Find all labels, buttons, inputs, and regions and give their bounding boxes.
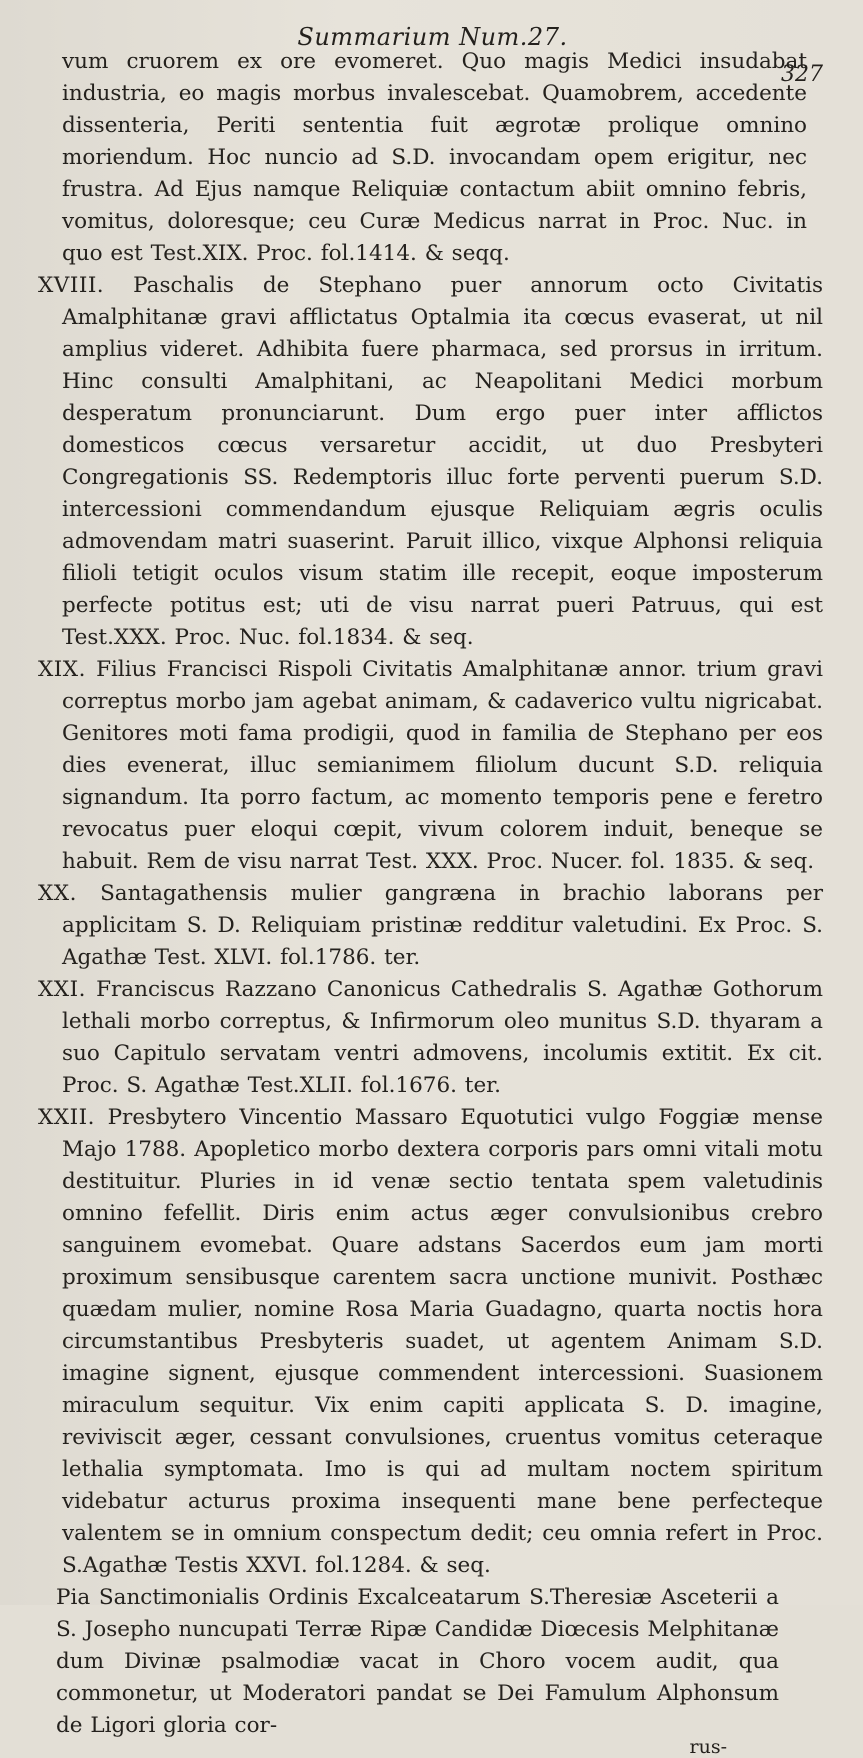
paragraph-continuation: vum cruorem ex ore evomeret. Quo magis Medici insudabat industria, eo magis morbus invalescebat. Quamobrem, accedente dissenteria, Periti sententia fuit ægrotæ prolique omnino moriendum. Hoc nuncio ad S.D. invocandam opem erigitur, nec frustra. Ad Ejus namque Reliquiæ contactum abiit omnino febris, vomitus, doloresque; ceu Curæ Medicus narrat in Proc. Nuc. in quo est Test.XIX. Proc. fol.1414. & seqq. <box>62 49 807 266</box>
entry-xxi <box>38 974 827 1102</box>
entry-text: Paschalis de Stephano puer annorum octo Civitatis Amalphitanæ gravi afflictatus Optalmia ita cœcus evaserat, ut nil amplius videret. Adhibita fuere pharmaca, sed prorsus in irritum. Hinc consulti Amalphitani, ac Neapolitani Medici morbum desperatum pronunciarunt. Dum ergo puer inter afflictos domesticos cœcus versaretur accidit, ut duo Presbyteri Congregationis SS. Redemptoris illuc forte perventi puerum S.D. intercessioni commendandum ejusque Reliquiam ægris oculis admovendam matri suaserint. Paruit illico, vixque Alphonsi reliquia filioli tetigit oculos visum statim ille recepit, eoque imposterum perfecte potitus est; uti de visu narrat pueri Patruus, qui est Test.XXX. Proc. Nuc. fol.1834. & seq. <box>62 273 824 650</box>
page-body <box>38 46 827 1758</box>
entry-xxii <box>38 1102 827 1582</box>
entry-text: Presbytero Vincentio Massaro Equotutici vulgo Foggiæ mense Majo 1788. Apopletico morbo dextera corporis pars omni vitali motu destituitur. Pluries in id venæ sectio tentata spem valetudinis omnino fefellit. Diris enim actus æger convulsionibus crebro sanguinem evomebat. Quare adstans Sacerdos eum jam morti proximum sensibusque carentem sacra unctione munivit. Posthæc quædam mulier, nomine Rosa Maria Guadagno, quarta noctis hora circumstantibus Presbyteris suadet, ut agentem Animam S.D. imagine signent, ejusque commendent intercessioni. Suasionem miraculum sequitur. Vix enim capiti applicata S. D. imagine, reviviscit æger, cessant convulsiones, cruentus vomitus ceteraque lethalia symptomata. Imo is qui ad multam noctem spiritum videbatur acturus proxima insequenti mane bene perfecteque valentem se in omnium conspectum dedit; ceu omnia refert in Proc. S.Agathæ Testis XXVI. fol.1284. & seq. <box>62 1105 823 1578</box>
entry-text: Filius Francisci Rispoli Civitatis Amalphitanæ annor. trium gravi correptus morbo jam agebat animam, & cadaverico vultu nigricabat. Genitores moti fama prodigii, quod in familia de Stephano per eos dies evenerat, illuc semianimem filiolum ducunt S.D. reliquia signandum. Ita porro factum, ac momento temporis pene e feretro revocatus puer eloqui cœpit, vivum colorem induit, beneque se habuit. Rem de visu narrat Test. XXX. Proc. Nucer. fol. 1835. & seq. <box>62 657 823 874</box>
entry-text: Santagathensis mulier gangræna in brachio laborans per applicitam S. D. Reliquiam pristinæ redditur valetudini. Ex Proc. S. Agathæ Test. XLVI. fol.1786. ter. <box>62 881 823 970</box>
entry-text: Franciscus Razzano Canonicus Cathedralis S. Agathæ Gothorum lethali morbo correptus, & Infirmorum oleo munitus S.D. thyaram a suo Capitulo servatam ventri admovens, incolumis extitit. Ex cit. Proc. S. Agathæ Test.XLII. fol.1676. ter. <box>62 977 823 1098</box>
entry-xix <box>38 654 827 878</box>
entry-number: XXI. <box>38 977 86 1002</box>
entry-number: XVIII. <box>38 273 105 298</box>
catchword: rus- <box>689 1736 727 1758</box>
page-number: 327 <box>781 62 823 87</box>
entry-xviii <box>38 270 827 654</box>
entry-number: XXII. <box>38 1105 95 1130</box>
paragraph-pia: Pia Sanctimonialis Ordinis Excalceatarum S.Theresiæ Asceterii a S. Josepho nuncupati Terræ Ripæ Candidæ Diœcesis Melphitanæ dum Divinæ psalmodiæ vacat in Choro vocem audit, qua commonetur, ut Moderatori pandat se Dei Famulum Alphonsum de Ligori gloria cor- <box>56 1585 779 1738</box>
running-head: Summarium Num.27. <box>297 23 568 51</box>
entry-xx <box>38 878 827 974</box>
entry-number: XIX. <box>38 657 86 682</box>
entry-number: XX. <box>38 881 77 906</box>
